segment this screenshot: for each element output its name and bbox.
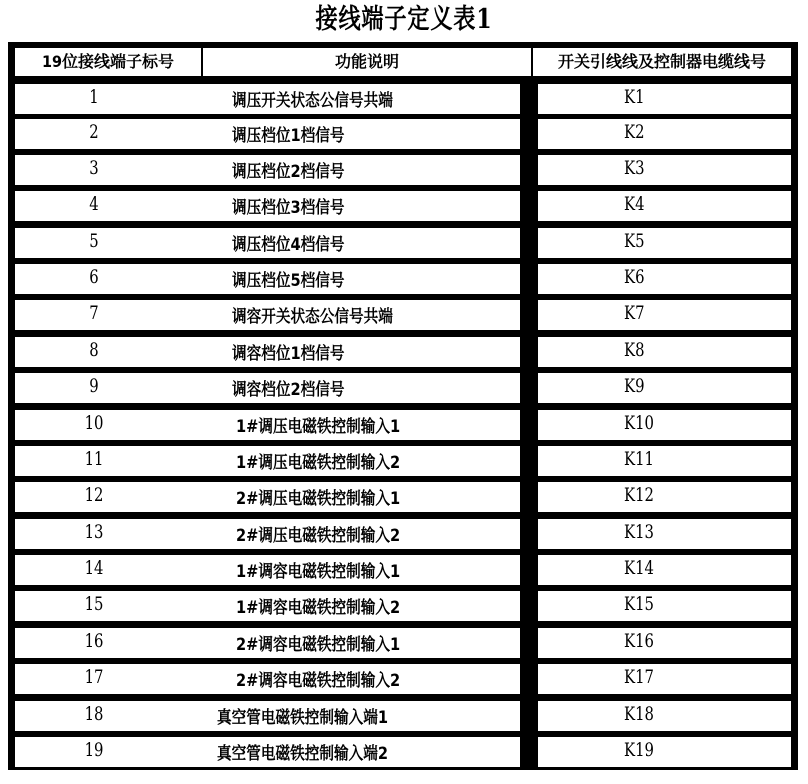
row-right-cell <box>538 701 791 731</box>
cable-number: K19 <box>624 739 654 761</box>
row-left-cell <box>15 228 520 258</box>
terminal-number: 10 <box>84 412 104 434</box>
cable-number: K10 <box>624 412 654 434</box>
table-row <box>15 191 791 221</box>
table-row <box>15 228 791 258</box>
terminal-number: 14 <box>84 557 104 579</box>
function-description: 2#调容电磁铁控制输入1 <box>236 635 401 655</box>
row-right-cell <box>538 555 791 585</box>
terminal-number: 2 <box>89 121 99 143</box>
table-row <box>15 410 791 440</box>
row-left-cell <box>15 591 520 621</box>
row-right-cell <box>538 737 791 767</box>
cable-number: K12 <box>624 484 654 506</box>
function-description: 真空管电磁铁控制输入端1 <box>217 708 388 728</box>
table-row <box>15 737 791 767</box>
row-left-cell <box>15 373 520 403</box>
terminal-number: 8 <box>89 339 99 361</box>
row-left-cell <box>15 628 520 658</box>
function-description: 调压档位5档信号 <box>232 271 345 291</box>
cable-number: K1 <box>624 86 645 108</box>
header-function-description: 功能说明 <box>203 48 531 76</box>
terminal-number: 7 <box>89 302 99 324</box>
terminal-number: 3 <box>89 157 99 179</box>
function-description: 1#调容电磁铁控制输入1 <box>236 562 401 582</box>
cable-number: K7 <box>624 302 645 324</box>
function-description: 2#调压电磁铁控制输入2 <box>236 526 401 546</box>
row-right-cell <box>538 410 791 440</box>
function-description: 1#调压电磁铁控制输入1 <box>236 417 401 437</box>
row-right-cell <box>538 482 791 512</box>
table-row <box>15 591 791 621</box>
function-description: 调容档位2档信号 <box>232 380 345 400</box>
table-header <box>15 48 791 76</box>
cable-number: K16 <box>624 630 654 652</box>
cable-number: K5 <box>624 230 645 252</box>
function-description: 调压档位1档信号 <box>232 126 345 146</box>
row-right-cell <box>538 84 791 114</box>
function-description: 调压档位2档信号 <box>232 162 345 182</box>
terminal-number: 6 <box>89 266 99 288</box>
function-description: 1#调压电磁铁控制输入2 <box>236 453 401 473</box>
table-row <box>15 264 791 294</box>
row-left-cell <box>15 264 520 294</box>
row-right-cell <box>538 300 791 330</box>
terminal-number: 16 <box>84 630 104 652</box>
terminal-number: 11 <box>84 448 104 470</box>
row-right-cell <box>538 119 791 149</box>
row-right-cell <box>538 228 791 258</box>
function-description: 2#调压电磁铁控制输入1 <box>236 489 401 509</box>
cable-number: K17 <box>624 666 654 688</box>
row-right-cell <box>538 337 791 367</box>
table-frame <box>8 42 798 770</box>
table-row <box>15 664 791 694</box>
function-description: 调压开关状态公信号共端 <box>232 91 393 111</box>
row-left-cell <box>15 555 520 585</box>
cable-number: K6 <box>624 266 645 288</box>
cable-number: K3 <box>624 157 645 179</box>
terminal-number: 12 <box>84 484 104 506</box>
row-left-cell <box>15 155 520 185</box>
row-left-cell <box>15 84 520 114</box>
function-description: 调容开关状态公信号共端 <box>232 307 393 327</box>
row-right-cell <box>538 628 791 658</box>
row-right-cell <box>538 519 791 549</box>
function-description: 调容档位1档信号 <box>232 344 345 364</box>
row-left-cell <box>15 446 520 476</box>
row-left-cell <box>15 410 520 440</box>
terminal-number: 5 <box>89 230 99 252</box>
cable-number: K14 <box>624 557 654 579</box>
row-right-cell <box>538 155 791 185</box>
cable-number: K11 <box>624 448 654 470</box>
table-row <box>15 519 791 549</box>
table-row <box>15 155 791 185</box>
table-row <box>15 482 791 512</box>
function-description: 真空管电磁铁控制输入端2 <box>217 744 388 764</box>
row-right-cell <box>538 373 791 403</box>
table-row <box>15 628 791 658</box>
terminal-number: 4 <box>89 193 99 215</box>
row-left-cell <box>15 482 520 512</box>
row-right-cell <box>538 664 791 694</box>
row-left-cell <box>15 664 520 694</box>
terminal-number: 15 <box>84 593 104 615</box>
cable-number: K15 <box>624 593 654 615</box>
function-description: 1#调容电磁铁控制输入2 <box>236 598 401 618</box>
row-right-cell <box>538 191 791 221</box>
row-right-cell <box>538 591 791 621</box>
row-left-cell <box>15 300 520 330</box>
cable-number: K4 <box>624 193 645 215</box>
header-terminal-number: 19位接线端子标号 <box>15 48 201 76</box>
row-right-cell <box>538 264 791 294</box>
terminal-number: 9 <box>89 375 99 397</box>
table-row <box>15 446 791 476</box>
function-description: 调压档位4档信号 <box>232 235 345 255</box>
table-row <box>15 84 791 114</box>
header-cable-number: 开关引线线及控制器电缆线号 <box>533 48 791 76</box>
terminal-number: 18 <box>84 703 104 725</box>
cable-number: K8 <box>624 339 645 361</box>
row-left-cell <box>15 737 520 767</box>
table-row <box>15 119 791 149</box>
terminal-number: 17 <box>84 666 104 688</box>
terminal-number: 19 <box>84 739 104 761</box>
cable-number: K18 <box>624 703 654 725</box>
row-right-cell <box>538 446 791 476</box>
table-row <box>15 337 791 367</box>
row-left-cell <box>15 337 520 367</box>
cable-number: K2 <box>624 121 645 143</box>
row-left-cell <box>15 191 520 221</box>
terminal-number: 1 <box>89 86 99 108</box>
row-left-cell <box>15 519 520 549</box>
table-row <box>15 300 791 330</box>
table-row <box>15 555 791 585</box>
table-row <box>15 373 791 403</box>
page-title: 接线端子定义表1 <box>315 4 493 35</box>
row-left-cell <box>15 701 520 731</box>
function-description: 调压档位3档信号 <box>232 198 345 218</box>
function-description: 2#调容电磁铁控制输入2 <box>236 671 401 691</box>
row-left-cell <box>15 119 520 149</box>
cable-number: K13 <box>624 521 654 543</box>
cable-number: K9 <box>624 375 645 397</box>
table-row <box>15 701 791 731</box>
terminal-number: 13 <box>84 521 104 543</box>
